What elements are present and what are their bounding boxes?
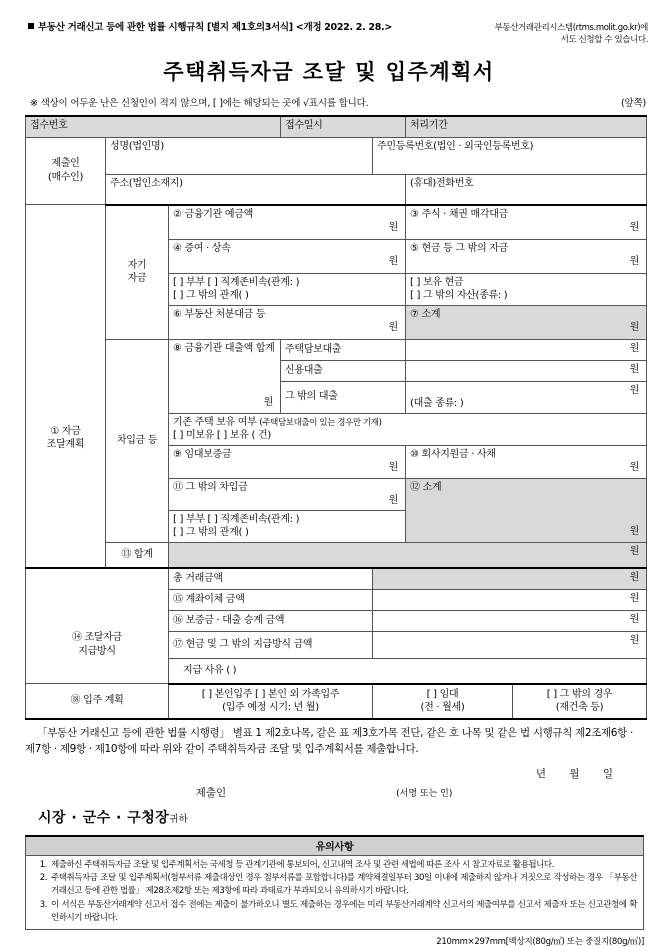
item-loan-other-currency: 원 (629, 384, 640, 396)
regulation-reference (28, 22, 448, 35)
payment-cash-value[interactable] (373, 631, 647, 658)
item-loan-mortgage-label: 주택담보대출 (281, 339, 406, 360)
grand-total-label: ⑬ 합계 (106, 542, 169, 568)
payment-transfer-label: ⑮ 계좌이체 금액 (169, 589, 373, 610)
relation-checkbox-group[interactable] (169, 273, 406, 305)
item-loan-mortgage-value[interactable] (406, 339, 647, 360)
occupancy-rent-option[interactable] (373, 684, 513, 720)
item-lease-deposit-currency: 원 (388, 462, 399, 474)
item-loan-credit-value[interactable] (406, 360, 647, 381)
item-loan-type-field[interactable]: (대출 종류: ) (410, 398, 464, 410)
notice-item (32, 859, 637, 872)
page-title: 주택취득자금 조달 및 입주계획서 (163, 59, 495, 84)
notice-item-number: 3. (39, 899, 47, 910)
notice-item-text: 제출하신 주택취득자금 조달 및 입주계획서는 국세청 등 관계기관에 통보되어, 신고내역 조사 및 관련 세법에 따른 조사 시 참고자료로 활용됩니다. (51, 859, 554, 870)
online-note-line2: 서도 신청할 수 있습니다. (560, 35, 648, 46)
payment-method-label-line1: ⑭ 조달자금 (71, 632, 123, 644)
notice-item-text: 이 서식은 부동산거래계약 신고서 접수 전에는 제출이 불가하오니 별도 제출하는 경우에는 미리 부동산거래계약 신고서의 제출여부를 신고서 제출자 또는 신고관청에 확인하시기 바랍니다. (51, 899, 637, 923)
notice-item (32, 899, 637, 925)
hold-other-asset-option[interactable]: [ ] 그 밖의 자산(종류: ) (410, 290, 508, 302)
notice-title: 유의사항 (26, 837, 643, 856)
address-field[interactable]: 주소(법인소재지) (106, 174, 406, 205)
existing-house-question (173, 416, 642, 430)
payment-cash-currency: 원 (629, 634, 640, 646)
notice-item (32, 872, 637, 898)
applicant-address-row (26, 174, 647, 205)
name-field[interactable]: 성명(법인명) (106, 137, 373, 174)
instruction-text: ※ 색상이 어두운 난은 신청인이 적지 않으며, [ ]에는 해당되는 곳에 √표시를 합니다. (30, 97, 369, 109)
relation-spouse-option[interactable]: [ ] 부부 [ ] 직계존비속(관계: ) (173, 276, 300, 288)
row-occupancy (26, 684, 647, 720)
payment-transfer-value[interactable] (373, 589, 647, 610)
borrow-relation-group[interactable] (169, 510, 406, 542)
item-loan-credit-currency: 원 (629, 363, 640, 375)
main-form-table (25, 115, 647, 721)
item-stock-bond-currency: 원 (629, 222, 640, 234)
instruction-row (0, 86, 658, 115)
existing-house-hint: (주택담보대출이 있는 경우만 기재) (259, 417, 382, 428)
item-subtotal-borrow (406, 478, 647, 542)
item-loan-total[interactable] (169, 339, 281, 413)
row-deposit-stock (26, 205, 647, 240)
existing-house-group[interactable] (169, 413, 647, 445)
item-realestate-disposal-label: ⑥ 부동산 처분대금 등 (173, 308, 266, 320)
item-stock-bond-label: ③ 주식 · 채권 매각대금 (410, 208, 508, 220)
borrow-relation-spouse-option[interactable]: [ ] 부부 [ ] 직계존비속(관계: ) (173, 513, 300, 525)
occupancy-other-option[interactable] (513, 684, 647, 720)
online-note-line1: 부동산거래관리시스템(rtms.molit.go.kr)에 (494, 23, 648, 33)
existing-house-options[interactable]: [ ] 미보유 [ ] 보유 ( 건) (173, 430, 271, 442)
holding-checkbox-group[interactable] (406, 273, 647, 305)
borrowed-funds-label: 차입금 등 (116, 434, 158, 446)
item-cash-other-label: ⑤ 현금 등 그 밖의 자금 (410, 242, 508, 254)
receipt-date-cell: 접수일시 (281, 116, 406, 138)
item-realestate-disposal[interactable] (169, 305, 406, 339)
submitter-line (0, 785, 658, 800)
item-subtotal-borrow-currency: 원 (629, 526, 640, 538)
item-gift-inherit-currency: 원 (388, 256, 399, 268)
item-loan-mortgage-currency: 원 (629, 342, 640, 354)
item-lease-deposit[interactable] (169, 445, 406, 478)
occupancy-other-line2: (재건축 등) (555, 702, 604, 714)
item-gift-inherit-label: ④ 증여 · 상속 (173, 242, 231, 254)
payment-method-label-line2: 지급방식 (78, 645, 116, 657)
payment-total-value (373, 568, 647, 590)
payment-succession-label: ⑯ 보증금 · 대출 승계 금액 (169, 610, 373, 631)
date-line[interactable]: 년 월 일 (535, 767, 623, 780)
item-subtotal-borrow-label: ⑫ 소계 (410, 481, 442, 493)
notice-item-text: 주택취득자금 조달 및 입주계획서(첨부서류 제출대상인 경우 첨부서류를 포함합니다)를 계약체결일부터 30일 이내에 제출하지 않거나 거짓으로 작성하는 경우 「부동산 거래신고 등에 관한 법률」 제28조제2항 또는 제3항에 따라 과태료가 부과되오니 유의하시기 바랍니다. (51, 873, 637, 897)
item-subtotal-own-label: ⑦ 소계 (410, 308, 441, 320)
occupancy-self-line2: (입주 예정 시기: 년 월) (222, 702, 319, 714)
side-marker: (앞쪽) (621, 97, 646, 109)
item-loan-other-value[interactable] (406, 381, 647, 413)
funding-plan-label-cell (26, 205, 106, 568)
row-loan-mortgage (26, 339, 647, 360)
item-loan-total-label: ⑧ 금융기관 대출액 합계 (173, 342, 275, 354)
payment-total-label: 총 거래금액 (169, 568, 373, 590)
existing-house-question-text: 기존 주택 보유 여부 (173, 416, 257, 428)
item-cash-other[interactable] (406, 239, 647, 273)
item-lease-deposit-label: ⑨ 임대보증금 (173, 448, 232, 460)
item-realestate-disposal-currency: 원 (388, 322, 399, 334)
occupancy-label: ⑱ 입주 계획 (26, 684, 169, 720)
applicant-label-line1: 제출인 (51, 158, 80, 170)
item-company-loan[interactable] (406, 445, 647, 478)
resident-number-field[interactable]: 주민등록번호(법인 · 외국인등록번호) (373, 137, 647, 174)
item-company-loan-label: ⑩ 회사지원금 · 사채 (410, 448, 496, 460)
own-funds-label-cell (106, 205, 169, 340)
item-loan-other-label: 그 밖의 대출 (281, 381, 406, 413)
authority-suffix: 귀하 (169, 813, 188, 825)
item-stock-bond[interactable] (406, 205, 647, 240)
item-other-borrow[interactable] (169, 478, 406, 510)
item-deposit-currency: 원 (388, 222, 399, 234)
own-funds-label-line1: 자기 (127, 259, 147, 271)
payment-reason-field[interactable]: 지급 사유 ( ) (169, 658, 647, 684)
occupancy-rent-line1: [ ] 임대 (426, 688, 459, 700)
item-gift-inherit[interactable] (169, 239, 406, 273)
notice-item-number: 2. (39, 873, 47, 884)
item-other-borrow-label: ⑪ 그 밖의 차입금 (173, 481, 248, 493)
borrowed-funds-label-cell (106, 339, 169, 542)
occupancy-rent-line2: (전 · 월세) (420, 702, 465, 714)
item-company-loan-currency: 원 (629, 462, 640, 474)
phone-field[interactable]: (휴대)전화번호 (406, 174, 647, 205)
payment-total-currency: 원 (629, 571, 640, 583)
applicant-name-row (26, 137, 647, 174)
applicant-label-line2: (매수인) (47, 171, 84, 183)
item-loan-credit-label: 신용대출 (281, 360, 406, 381)
authority-line (38, 807, 658, 827)
item-cash-other-currency: 원 (629, 256, 640, 268)
row-payment-total (26, 568, 647, 590)
item-other-borrow-currency: 원 (388, 495, 399, 507)
receipt-no-cell: 접수번호 (26, 116, 281, 138)
authority-label: 시장 · 군수 · 구청장 (38, 809, 170, 826)
processing-period-cell: 처리기간 (406, 116, 647, 138)
payment-cash-label: ⑰ 현금 및 그 밖의 지급방식 금액 (169, 631, 373, 658)
item-subtotal-own (406, 305, 647, 339)
grand-total-value (169, 542, 647, 568)
item-loan-total-currency: 원 (263, 397, 273, 409)
payment-succession-currency: 원 (629, 613, 640, 625)
grand-total-currency: 원 (629, 545, 640, 557)
relation-other-option[interactable]: [ ] 그 밖의 관계( ) (173, 290, 249, 302)
occupancy-other-line1: [ ] 그 밖의 경우 (546, 688, 613, 700)
payment-method-label-cell (26, 568, 169, 684)
payment-succession-value[interactable] (373, 610, 647, 631)
own-funds-label-line2: 자금 (127, 273, 147, 285)
item-deposit[interactable] (169, 205, 406, 240)
payment-transfer-currency: 원 (629, 592, 640, 604)
submitter-label: 제출인 (195, 786, 227, 799)
funding-plan-label-line2: 조달계획 (46, 439, 85, 451)
row-grand-total (26, 542, 647, 568)
occupancy-self-line1: [ ] 본인입주 [ ] 본인 외 가족입주 (201, 688, 340, 700)
square-bullet-icon (28, 23, 34, 29)
closing-statement: 「부동산 거래신고 등에 관한 법률 시행령」 별표 1 제2호나목, 같은 표 제3호가목 전단, 같은 호 나목 및 같은 법 시행규칙 제2조제6항 · 제7항 · 제9항 · 제10항에 따라 위와 같이 주택취득자금 조달 및 입주계획서를 제출합니다. (25, 727, 633, 756)
notice-item-number: 1. (39, 859, 47, 870)
borrow-relation-other-option[interactable]: [ ] 그 밖의 관계( ) (173, 527, 249, 539)
signature-label: (서명 또는 인) (396, 788, 453, 799)
applicant-label-cell (26, 137, 106, 205)
occupancy-self-option[interactable] (169, 684, 373, 720)
receipt-row (26, 116, 647, 138)
online-submission-note (448, 22, 648, 47)
item-subtotal-own-currency: 원 (629, 322, 640, 334)
header-row (0, 0, 658, 47)
hold-cash-option[interactable]: [ ] 보유 현금 (410, 276, 464, 288)
item-deposit-label: ② 금융기관 예금액 (173, 208, 253, 220)
notice-box (25, 835, 644, 931)
funding-plan-label-line1: ① 자금 (50, 425, 81, 437)
paper-spec: 210mm×297mm[백상지(80g/㎡) 또는 중질지(80g/㎡)] (436, 937, 644, 947)
regulation-text: 부동산 거래신고 등에 관한 법률 시행규칙 [별지 제1호의3서식] <개정 2022. 2. 28.> (38, 22, 393, 33)
